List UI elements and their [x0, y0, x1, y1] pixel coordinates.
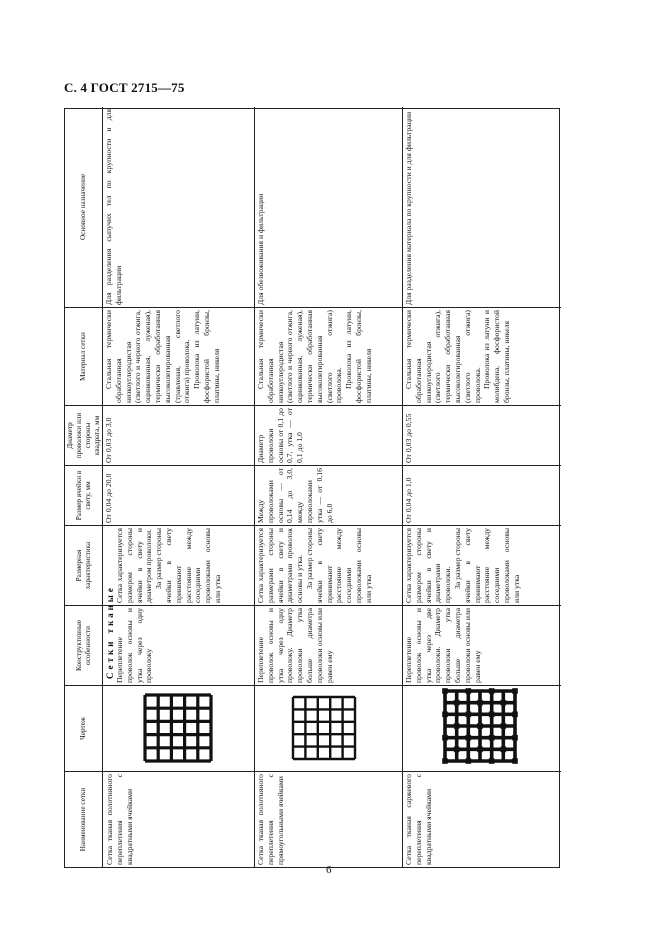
mesh-crossing	[466, 735, 472, 741]
mesh-crossing	[442, 688, 448, 694]
mesh-crossing	[477, 723, 483, 729]
mesh-crossing	[489, 712, 495, 718]
mesh-crossing	[501, 747, 507, 753]
row-3-mesh-drawing	[403, 685, 561, 771]
row-3-dimension-p2: За размер стороны ячейки в свету принимают расстояние между соседними проволоками основы или утка	[452, 528, 521, 603]
mesh-crossing	[489, 688, 495, 694]
mesh-crossing	[512, 758, 518, 764]
mesh-crossing	[512, 688, 518, 694]
row-1-dimension-p2: За размер стороны ячейки в свету принимают расстояние между соседними проволоками основы или утка	[154, 528, 222, 603]
row-3-wire-diameter: От 0,03 до 0,55	[403, 405, 561, 465]
col-header-name: Наименование сетки	[65, 771, 103, 867]
mesh-crossing	[477, 700, 483, 706]
mesh-crossing	[489, 735, 495, 741]
row-3-drawing-cell	[403, 685, 561, 771]
page-number: 6	[326, 864, 332, 876]
col-header-purpose: Основное назначение	[65, 107, 103, 307]
col-header-cell-size: Размер ячейки в свету, мм	[65, 465, 103, 525]
mesh-crossing	[501, 700, 507, 706]
row-1-dimension	[103, 525, 255, 605]
row-3-purpose: Для разделения материала по крупности и для фильтрации	[404, 111, 413, 305]
mesh-crossing	[466, 688, 472, 694]
mesh-table	[64, 108, 560, 868]
mesh-crossing	[466, 758, 472, 764]
row-2-features: Переплетение проволок основы и утка через одну проволоку. Диаметр проволоки утка больше диаметра проволоки основы или равен ему	[255, 605, 403, 685]
row-2-mesh-drawing	[255, 685, 403, 771]
col-header-dimension: Размерная характеристика	[65, 525, 103, 605]
row-1-material-p2: Проволока из латуни, фосфористой бронзы, платины, никеля	[192, 310, 221, 403]
row-2-cell-size: Между проволоками основы — от 0,14 до 3,0, между проволоками утка — от 0,16 до 6,0	[255, 465, 403, 525]
row-3-dimension	[403, 525, 561, 605]
row-3-name: Сетка тканая саржевого переплетения с квадратными ячейками	[403, 771, 561, 867]
col-header-material: Материал сетки	[65, 307, 103, 405]
row-1-material-p1: Стальная термически обработанная низкоуглеродистая (светлого и черного отжига, оцинкованная, луженая), термически обработанная высоколегированная (травленая, светлого отжига) проволока.	[104, 310, 192, 403]
row-3-material	[403, 307, 561, 405]
row-3-dimension-p1: Сетка характеризуется размером стороны ячейки в свету и диаметрами проволоки.	[404, 528, 453, 603]
row-1-dimension-p1: Сетка характеризуется размером стороны ячейки в свету и диаметром проволоки.	[115, 528, 154, 603]
mesh-crossing	[512, 712, 518, 718]
twill-weave-mesh-icon	[442, 688, 518, 764]
rectangular-weave-mesh-icon	[293, 697, 355, 759]
row-1-mesh-drawing	[103, 685, 255, 771]
page-header: С. 4 ГОСТ 2715—75	[64, 80, 185, 95]
mesh-crossing	[454, 747, 460, 753]
row-2-material-p1: Стальная термически обработанная низкоуглеродистая (светлого и черного отжига, оцинкованная, луженая), термически обработанная высоколегированная (светлого отжига) проволока.	[256, 310, 344, 403]
col-header-features: Конструктивные особенности	[65, 605, 103, 685]
row-2-dimension-p2: За размер стороны ячейки в свету принимают расстояние между соседними проволоками основы или утка	[304, 528, 373, 603]
row-2-material-p2: Проволока из латуни, фосфористой бронзы, платины, никеля	[344, 310, 373, 403]
mesh-crossing	[489, 758, 495, 764]
row-2-purpose: Для обезвоживания и фильтрации	[255, 107, 403, 307]
row-2-wire-diameter: Диаметр проволоки основы от 0,1 до 0,7, утка — от 0,1 до 1,0	[255, 405, 403, 465]
row-3-material-p2: Проволока из латуни и молибдена, фосфористой бронзы, платины, никеля	[482, 310, 511, 403]
row-2-material	[255, 307, 403, 405]
mesh-crossing	[477, 747, 483, 753]
section-title: Сетки тканые	[105, 585, 115, 679]
row-1-cell-size: От 0,04 до 20,0	[103, 465, 255, 525]
mesh-crossing	[442, 758, 448, 764]
row-1-features: Переплетение проволок основы и утка через одну проволоку	[103, 605, 255, 685]
row-3-material-p1: Стальная термически обработанная низкоуглеродистая (светлого отжига), термически обработанная высоколегированная (светлого отжига) проволока.	[404, 310, 482, 403]
row-2-dimension	[255, 525, 403, 605]
row-2-name: Сетка тканая полотняного переплетения с прямоугольными ячейками	[255, 771, 403, 867]
mesh-crossing	[442, 735, 448, 741]
row-3-cell-size: От 0,04 до 1,0	[403, 465, 561, 525]
row-2-drawing-cell	[255, 685, 403, 771]
row-1-material	[103, 307, 255, 405]
mesh-crossing	[442, 712, 448, 718]
row-1-name: Сетка тканая полотняного переплетения с квадратными ячейками	[103, 771, 255, 867]
row-1-purpose: Для разделения сыпучих тел по крупности и для фильтрации	[103, 107, 255, 307]
col-header-wire-diameter: Диаметр проволоки или стороны квадрата, мм	[65, 405, 103, 465]
row-3-features: Переплетение проволок основы и утка через две проволоки. Диаметр проволоки утка больше диаметра проволоки основы или равен ему	[403, 605, 561, 685]
mesh-crossing	[512, 735, 518, 741]
mesh-crossing	[501, 723, 507, 729]
col-header-drawing: Чертеж	[65, 685, 103, 771]
plain-weave-mesh-icon	[145, 695, 211, 761]
row-2-dimension-p1: Сетка характеризуется размерами стороны ячейки в свету и диаметрами проволок основы и утка.	[256, 528, 305, 603]
row-1-drawing-cell	[103, 685, 255, 771]
mesh-crossing	[466, 712, 472, 718]
mesh-crossing	[454, 723, 460, 729]
row-1-wire-diameter: От 0,03 до 3,0	[103, 405, 255, 465]
mesh-crossing	[454, 700, 460, 706]
